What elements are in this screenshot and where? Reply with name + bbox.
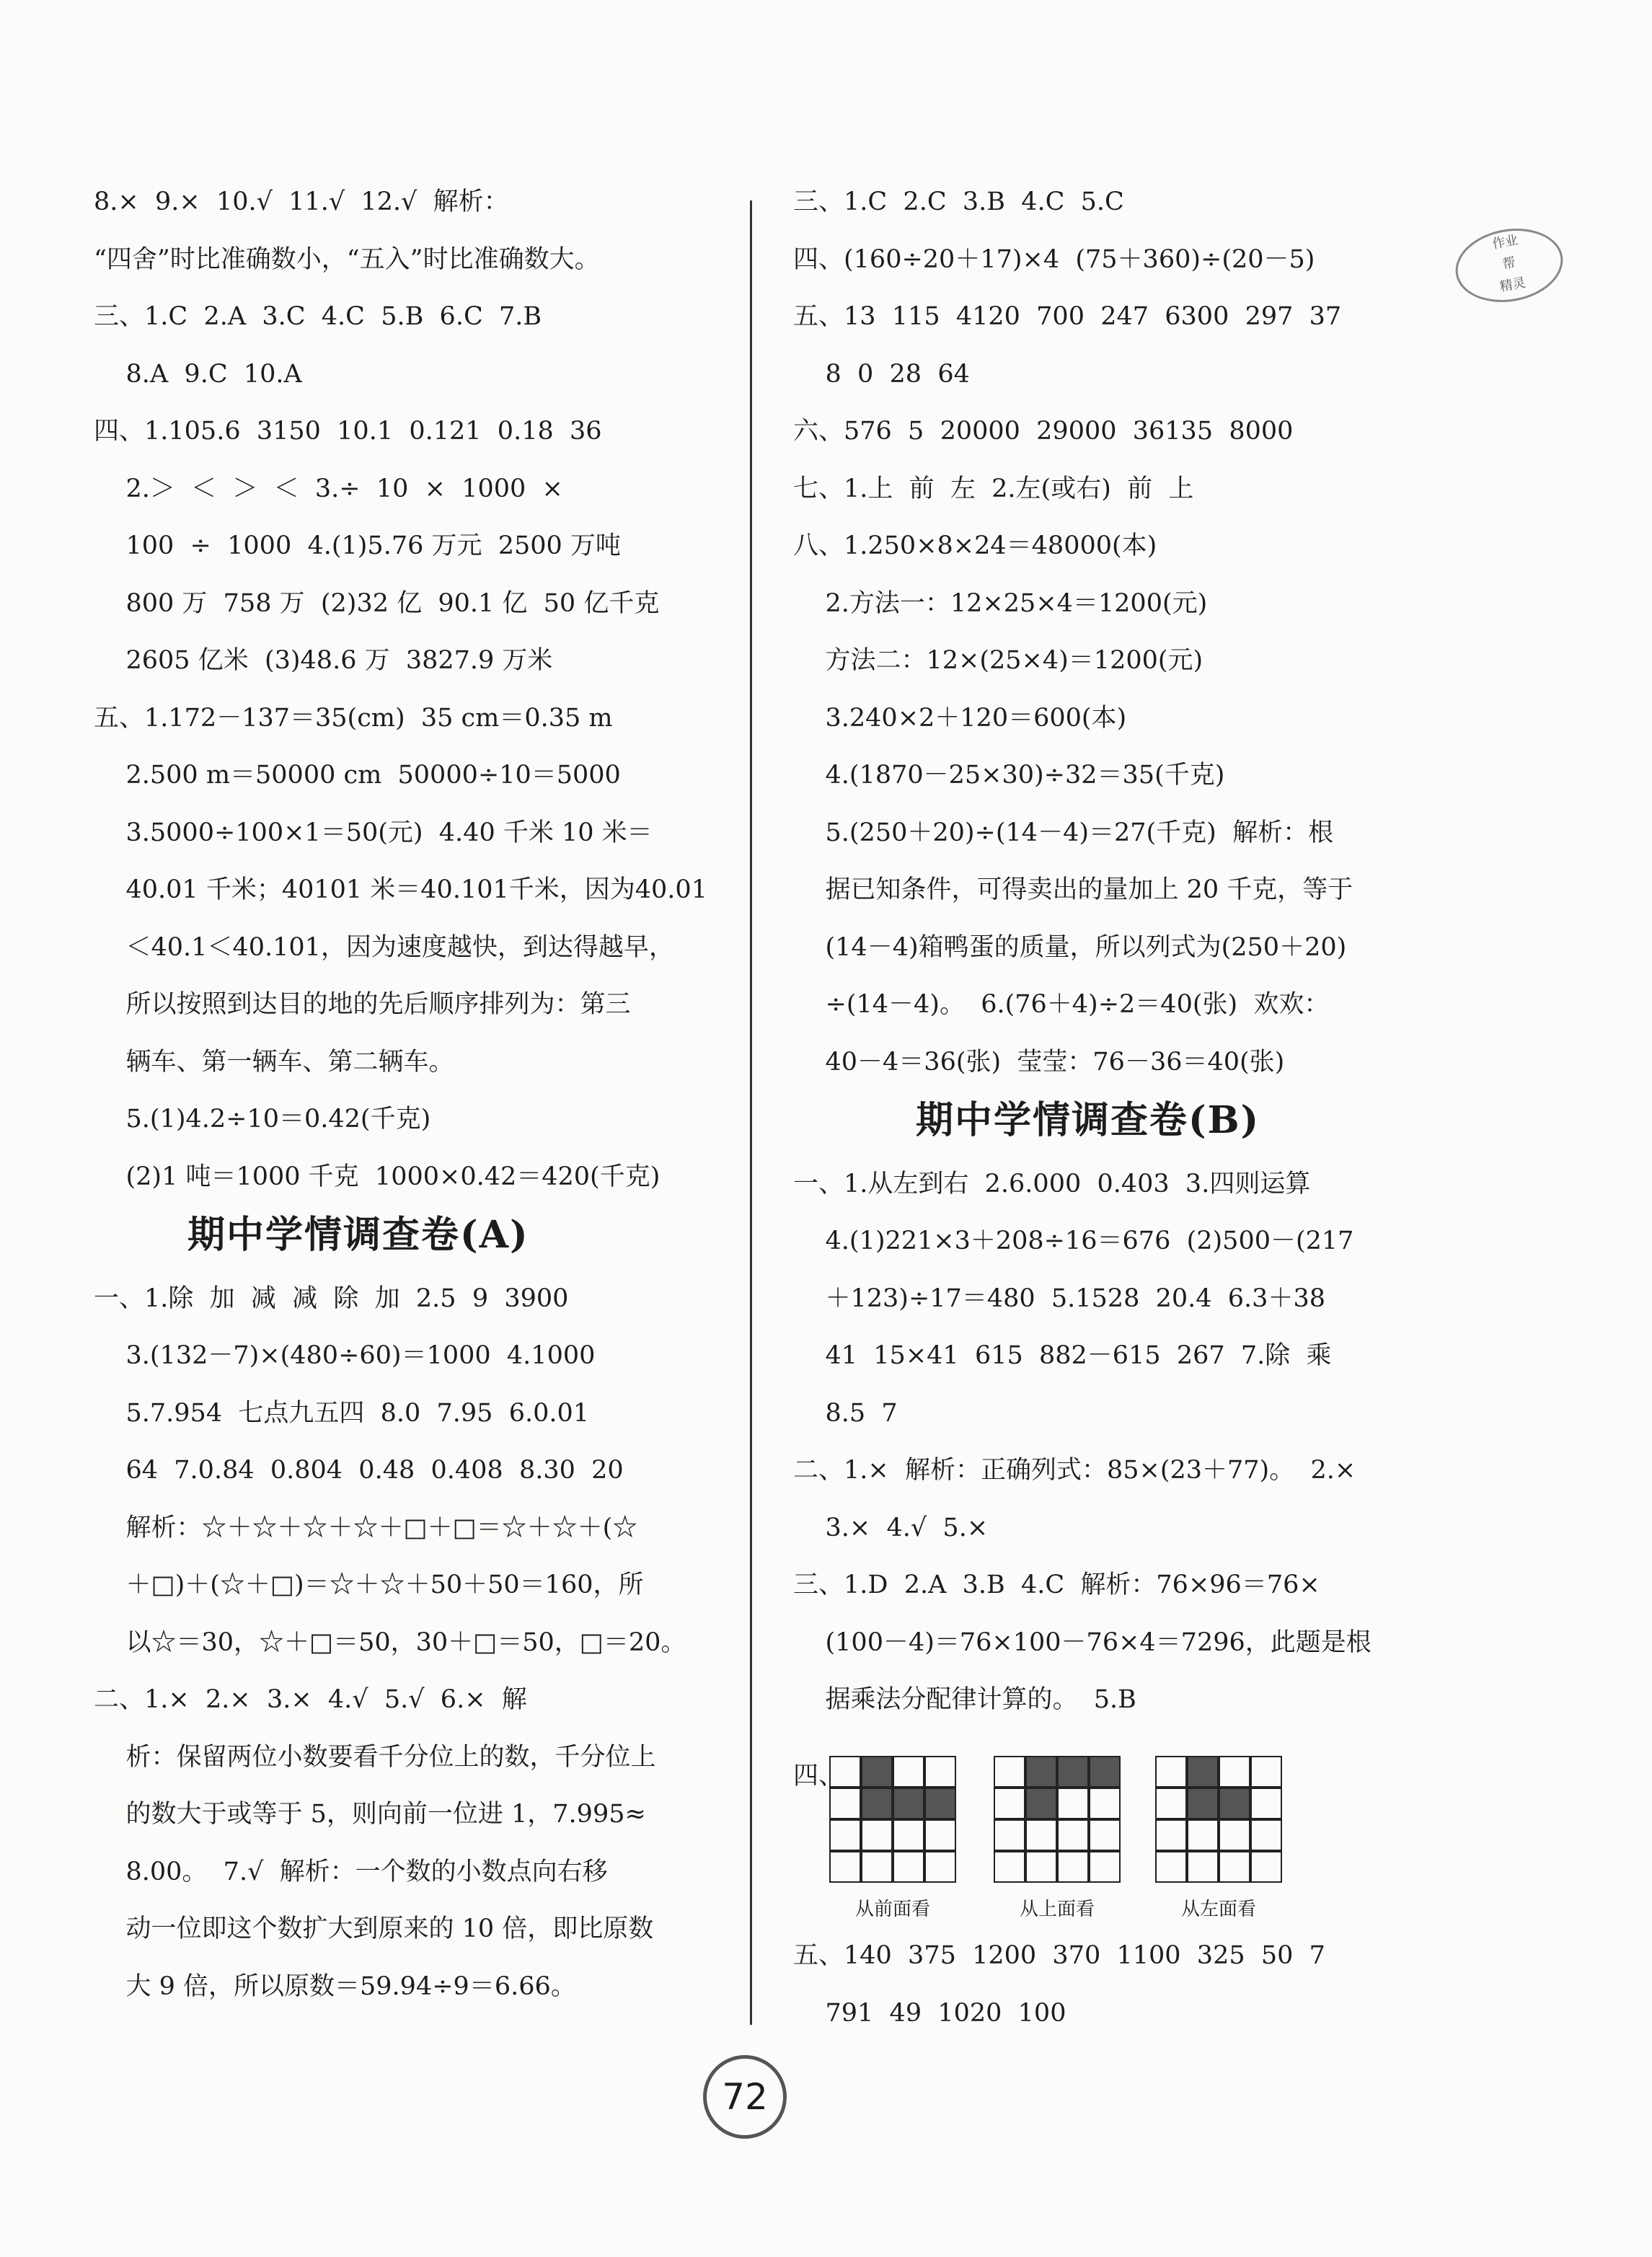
grid-cell <box>1219 1819 1250 1851</box>
stamp-line: 作业 <box>1490 232 1519 252</box>
grid-cell <box>1025 1788 1057 1819</box>
grid-cell <box>1187 1851 1219 1883</box>
grid-cell <box>1250 1851 1282 1883</box>
grid-cell <box>1219 1756 1250 1788</box>
grid-cell <box>893 1788 924 1819</box>
text-line: 六、576 5 20000 29000 36135 8000 <box>793 417 1294 446</box>
grid-cell <box>1057 1788 1089 1819</box>
stamp-line: 帮 <box>1501 255 1517 273</box>
watermark-stamp <box>1449 221 1568 311</box>
text-line: 4.(1870－25×30)÷32＝35(千克) <box>793 761 1225 790</box>
text-line: 8.A 9.C 10.A <box>94 359 302 389</box>
grid-cell <box>994 1851 1025 1883</box>
text-line: 五、1.172－137＝35(cm) 35 cm＝0.35 m <box>94 703 613 733</box>
text-line: 据已知条件，可得卖出的量加上 20 千克，等于 <box>793 875 1353 904</box>
grid-cell <box>924 1756 956 1788</box>
grid-cell <box>1155 1851 1187 1883</box>
text-line: ＋□)＋(☆＋□)＝☆＋☆＋50＋50＝160，所 <box>94 1571 644 1599</box>
grid-cell <box>1089 1788 1121 1819</box>
grid-cell <box>1089 1851 1121 1883</box>
grid-cell <box>1057 1756 1089 1788</box>
grid-cell <box>1219 1851 1250 1883</box>
text-line: 的数大于或等于 5，则向前一位进 1，7.995≈ <box>94 1800 646 1829</box>
grid-cell <box>861 1756 893 1788</box>
grid-cell <box>829 1788 861 1819</box>
grid-cell <box>994 1819 1025 1851</box>
grid-cell <box>1155 1819 1187 1851</box>
grid-cell <box>893 1819 924 1851</box>
grid-cell <box>994 1756 1025 1788</box>
text-line: ＜40.1＜40.101，因为速度越快，到达得越早， <box>94 932 674 962</box>
text-line: 析：保留两位小数要看千分位上的数，千分位上 <box>94 1742 656 1772</box>
text-line: 2.方法一：12×25×4＝1200(元) <box>793 588 1208 618</box>
text-line: 据乘法分配律计算的。 5.B <box>793 1685 1136 1714</box>
section-title: 期中学情调查卷(B) <box>916 1098 1260 1142</box>
view-label: 从上面看 <box>1019 1899 1095 1920</box>
grid-cell <box>924 1851 956 1883</box>
text-line: 方法二：12×(25×4)＝1200(元) <box>793 646 1203 675</box>
text-line: 所以按照到达目的地的先后顺序排列为：第三 <box>94 990 631 1019</box>
text-line: 8.× 9.× 10.√ 11.√ 12.√ 解析： <box>94 187 509 216</box>
view-grid <box>829 1756 956 1883</box>
grid-cell <box>829 1819 861 1851</box>
text-line: 三、1.C 2.C 3.B 4.C 5.C <box>793 187 1124 216</box>
grid-cell <box>1057 1819 1089 1851</box>
text-line: 3.5000÷100×1＝50(元) 4.40 千米 10 米＝ <box>94 818 653 847</box>
grid-cell <box>1187 1788 1219 1819</box>
text-line: 三、1.C 2.A 3.C 4.C 5.B 6.C 7.B <box>94 302 542 331</box>
text-line: (2)1 吨＝1000 千克 1000×0.42＝420(千克) <box>94 1162 661 1191</box>
text-line: 动一位即这个数扩大到原来的 10 倍，即比原数 <box>94 1914 654 1943</box>
text-line: 以☆＝30，☆＋□＝50，30＋□＝50，□＝20。 <box>94 1627 686 1657</box>
text-line: 八、1.250×8×24＝48000(本) <box>793 531 1157 560</box>
grid-cell <box>893 1756 924 1788</box>
grid-cell <box>994 1788 1025 1819</box>
text-line: 四、(160÷20＋17)×4 (75＋360)÷(20－5) <box>793 244 1315 274</box>
grid-cell <box>924 1819 956 1851</box>
grid-cell <box>829 1756 861 1788</box>
grid-cell <box>1089 1819 1121 1851</box>
text-line: 8 0 28 64 <box>793 359 970 389</box>
text-line: 解析：☆＋☆＋☆＋☆＋□＋□＝☆＋☆＋(☆ <box>94 1513 638 1542</box>
text-line: 五、13 115 4120 700 247 6300 297 37 <box>793 302 1342 331</box>
text-line: 一、1.除 加 减 减 除 加 2.5 9 3900 <box>94 1284 569 1313</box>
grid-cell <box>1025 1819 1057 1851</box>
grid-cell <box>1187 1756 1219 1788</box>
text-line: ÷(14－4)。 6.(76＋4)÷2＝40(张) 欢欢： <box>793 990 1330 1019</box>
text-line: (100－4)＝76×100－76×4＝7296，此题是根 <box>793 1627 1371 1657</box>
grid-cell <box>924 1788 956 1819</box>
text-line: 40－4＝36(张) 莹莹：76－36＝40(张) <box>793 1047 1285 1077</box>
text-line: 5.(250＋20)÷(14－4)＝27(千克) 解析：根 <box>793 818 1334 847</box>
text-line: 二、1.× 解析：正确列式：85×(23＋77)。 2.× <box>793 1456 1356 1485</box>
text-line: 辆车、第一辆车、第二辆车。 <box>94 1047 454 1077</box>
text-line: 4.(1)221×3＋208÷16＝676 (2)500－(217 <box>793 1227 1354 1255</box>
grid-cell <box>1187 1819 1219 1851</box>
text-line: 大 9 倍，所以原数＝59.94÷9＝6.66。 <box>94 1971 576 2001</box>
grid-cell <box>1155 1788 1187 1819</box>
three-views-figure <box>793 1756 1442 1929</box>
grid-cell <box>1089 1756 1121 1788</box>
view-label: 从左面看 <box>1180 1899 1256 1920</box>
text-line: 64 7.0.84 0.804 0.48 0.408 8.30 20 <box>94 1456 624 1485</box>
text-line: 五、140 375 1200 370 1100 325 50 7 <box>793 1941 1325 1970</box>
text-line: 5.7.954 七点九五四 8.0 7.95 6.0.01 <box>94 1398 590 1428</box>
text-line: 5.(1)4.2÷10＝0.42(千克) <box>94 1105 431 1134</box>
page-number: 72 <box>703 2055 787 2139</box>
grid-cell <box>861 1851 893 1883</box>
grid-cell <box>861 1788 893 1819</box>
grid-cell <box>1250 1819 1282 1851</box>
text-line: 2605 亿米 (3)48.6 万 3827.9 万米 <box>94 646 553 675</box>
text-line: 8.00。 7.√ 解析：一个数的小数点向右移 <box>94 1857 608 1886</box>
grid-cell <box>1025 1851 1057 1883</box>
text-line: 800 万 758 万 (2)32 亿 90.1 亿 50 亿千克 <box>94 588 660 618</box>
text-line: 40.01 千米；40101 米＝40.101千米，因为40.01 <box>94 875 707 904</box>
view-grid <box>1155 1756 1282 1883</box>
grid-cell <box>1250 1756 1282 1788</box>
text-line: 七、1.上 前 左 2.左(或右) 前 上 <box>793 474 1194 503</box>
text-line: 2.＞ ＜ ＞ ＜ 3.÷ 10 × 1000 × <box>94 474 563 503</box>
stamp-line: 精灵 <box>1498 275 1527 295</box>
text-line: “四舍”时比准确数小，“五入”时比准确数大。 <box>94 244 600 274</box>
column-divider <box>750 200 752 2025</box>
grid-cell <box>1057 1851 1089 1883</box>
grid-cell <box>1025 1756 1057 1788</box>
text-line: 二、1.× 2.× 3.× 4.√ 5.√ 6.× 解 <box>94 1685 527 1714</box>
text-line: 2.500 m＝50000 cm 50000÷10＝5000 <box>94 761 621 790</box>
grid-cell <box>1250 1788 1282 1819</box>
grid-cell <box>1219 1788 1250 1819</box>
text-line: 一、1.从左到右 2.6.000 0.403 3.四则运算 <box>793 1169 1311 1198</box>
text-line: 三、1.D 2.A 3.B 4.C 解析：76×96＝76× <box>793 1571 1320 1599</box>
text-line: 8.5 7 <box>793 1398 898 1428</box>
grid-cell <box>861 1819 893 1851</box>
text-line: 41 15×41 615 882－615 267 7.除 乘 <box>793 1341 1332 1370</box>
text-line: 100 ÷ 1000 4.(1)5.76 万元 2500 万吨 <box>94 531 621 560</box>
text-line: 3.(132－7)×(480÷60)＝1000 4.1000 <box>94 1341 596 1370</box>
text-line: 3.240×2＋120＝600(本) <box>793 703 1127 733</box>
section-title: 期中学情调查卷(A) <box>187 1213 529 1257</box>
view-grid <box>994 1756 1121 1883</box>
grid-cell <box>893 1851 924 1883</box>
text-line: 四、1.105.6 3150 10.1 0.121 0.18 36 <box>94 417 602 446</box>
grid-cell <box>1155 1756 1187 1788</box>
view-label: 从前面看 <box>854 1899 930 1920</box>
text-line: (14－4)箱鸭蛋的质量，所以列式为(250＋20) <box>793 932 1347 962</box>
grid-cell <box>829 1851 861 1883</box>
text-line: 3.× 4.√ 5.× <box>793 1513 989 1542</box>
section-four-label: 四、 <box>793 1762 844 1790</box>
text-line: 791 49 1020 100 <box>793 1998 1066 2028</box>
text-line: ＋123)÷17＝480 5.1528 20.4 6.3＋38 <box>793 1284 1325 1313</box>
